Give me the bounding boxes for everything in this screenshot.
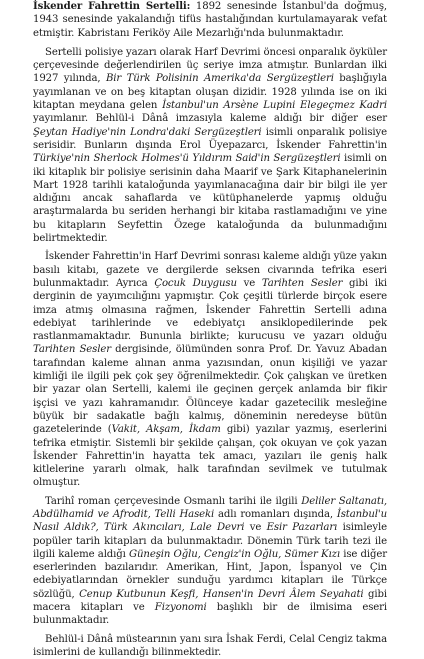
author-heading: İskender Fahrettin Sertelli: xyxy=(33,0,191,12)
work-title: Deliler Saltanatı, Abdülhamid ve Afrodit, Telli Haseki xyxy=(33,495,387,520)
work-title: Türkiye'nin Sherlock Holmes'ü Yıldırım Said'in Sergüzeştleri xyxy=(33,153,341,165)
work-title: Tarihten Sesler xyxy=(33,344,111,356)
text-run: 1892 senesinde İstanbul'da doğmuş, 1943 senesinde yakalandığı tifüs hastalığından kurtulamayarak vefat etmiştir. Kabristanı Feriköy Aile Mezarlığı'nda bulunmaktadır. xyxy=(33,1,387,39)
work-title: Bir Türk Polisinin Amerika'da Sergüzeştleri xyxy=(105,73,334,85)
paragraph-3 xyxy=(33,250,387,489)
text-run: gibi iki derginin de yayımcılığını yapmıştır. Çok çeşitli türlerde birçok esere imza atmış olmasına rağmen, İskender Fahrettin Sertelli adına edebiyat tarihlerinde ve edebiyatçı ansiklopedilerinde pek rastlanmamaktadır. Bununla birlikte; kurucusu ve yazarı olduğu xyxy=(33,277,388,343)
work-title: Vakit, Akşam, İkdam xyxy=(111,424,221,436)
paragraph-2 xyxy=(33,46,387,245)
text-run: başlığıyla yayımlanan ve on beş kitaptan oluşan dizidir. 1928 yılında ise on iki kitaptan meydana gelen xyxy=(33,73,387,112)
work-title: Çocuk Duygusu xyxy=(154,277,237,289)
text-run: isimli on iki kitaplık bir polisiye serisinin daha Maarif ve Şark Kitaphanelerinin Mart 1928 tarihli kataloğunda yayımlanacağına dair bir bilgi ile yer aldığını ancak sahaflarda ve kütüphanelerde yapmış olduğu araştırmalarda bu seriden herhangi bir kitaba rastlamadığını ve yine bu kitapların Seyfettin Özege kataloğunda da bulunmadığını belirtmektedir. xyxy=(33,153,387,245)
text-run: yayımlanır. Behlül-i Dânâ imzasıyla kaleme aldığı bir diğer eser xyxy=(33,113,387,125)
work-title: Güneşin Oğlu, Cengiz'in Oğlu, Sümer Kızı xyxy=(129,548,340,560)
text-run: dergisinde, ölümünden sonra Prof. Dr. Yavuz Abadan tarafından kaleme alınan anma yazısından, onun kişiliği ve yazar kimliği ile ilgili pek çok şey öğrenilmektedir. Çok çalışkan ve üretken bir yazar olan Sertelli, kalemi ile geçinen gerçek anlamda bir fikir işçisi ve yazı kahramanıdır. Ölünceye kadar gazetecilik mesleğine büyük bir sadakatle bağlı kalmış, döneminin neredeyse bütün gazetelerinde ( xyxy=(33,344,387,436)
work-title: Cenup Kutbunun Keşfi, Hansen'in Devri Âlem Seyahati xyxy=(79,588,364,600)
text-run: ve xyxy=(244,522,267,534)
text-run: ve xyxy=(236,277,262,289)
text-run: gibi macera kitapları ve xyxy=(33,588,388,614)
work-title: Tarihten Sesler xyxy=(261,277,343,289)
text-run: isimleyle popüler tarih kitapları da bulunmaktadır. Dönemin Türk tarih tezi ile ilgili kaleme aldığı xyxy=(33,522,387,560)
text-run: Sertelli polisiye yazarı olarak Harf Devrimi öncesi onparalık öyküler çerçevesinde değerlendirilen üç seriye imza atmıştır. Bunlardan ilki 1927 yılında, xyxy=(33,46,387,85)
text-run: başlıklı bir de ilmisima eseri bulunmaktadır. xyxy=(33,602,387,627)
work-title: İstanbul'u Nasıl Aldık?, Türk Akıncıları, Lale Devri xyxy=(33,508,387,534)
text-run: isimli onparalık polisiye serisidir. Bunların dışında Erol Üyepazarcı, İskender Fahrettin'in xyxy=(33,126,387,151)
work-title: Esir Pazarları xyxy=(266,522,338,534)
work-title: Şeytan Hadiye'nin Londra'daki Sergüzeştleri xyxy=(33,126,262,138)
text-run: İskender Fahrettin'in Harf Devrimi sonrası kaleme aldığı yüze yakın basılı kitabı, gazete ve dergilerde seksen civarında tefrika eseri bulunmaktadır. Ayrıca xyxy=(33,251,387,289)
work-title: Fizyonomi xyxy=(154,602,207,614)
text-run: ise diğer eserlerinden bazılarıdır. Amerikan, Hint, Japon, İspanyol ve Çin edebiyatlarından örnekler sunduğu yardımcı kitapları ile Türkçe sözlüğü, xyxy=(33,548,387,600)
text-run: gibi) yazılar yazmış, eserlerini tefrika etmiştir. Sistemli bir şekilde çalışan, çok okuyan ve çok yazan İskender Fahrettin'in hayatta tek amacı, yazıları ile geniş halk kitlelerine yararlı olmak, halk tarafından sevilmek ve tutulmak olmuştur. xyxy=(33,424,388,489)
text-run: adlı romanları dışında, xyxy=(214,508,337,520)
paragraph-4 xyxy=(33,495,387,628)
paragraph-1 xyxy=(33,0,387,40)
work-title: İstanbul'un Arsène Lupini Elegeçmez Kadri xyxy=(162,100,387,112)
paragraph-5 xyxy=(33,633,387,659)
text-run: Behlül-i Dânâ müstearının yanı sıra İshak Ferdi, Celal Cengiz takma isimlerini de kullandığı bilinmektedir. xyxy=(33,633,387,658)
text-run: Tarihî roman çerçevesinde Osmanlı tarihi ile ilgili xyxy=(45,495,302,507)
document-page xyxy=(33,0,387,659)
